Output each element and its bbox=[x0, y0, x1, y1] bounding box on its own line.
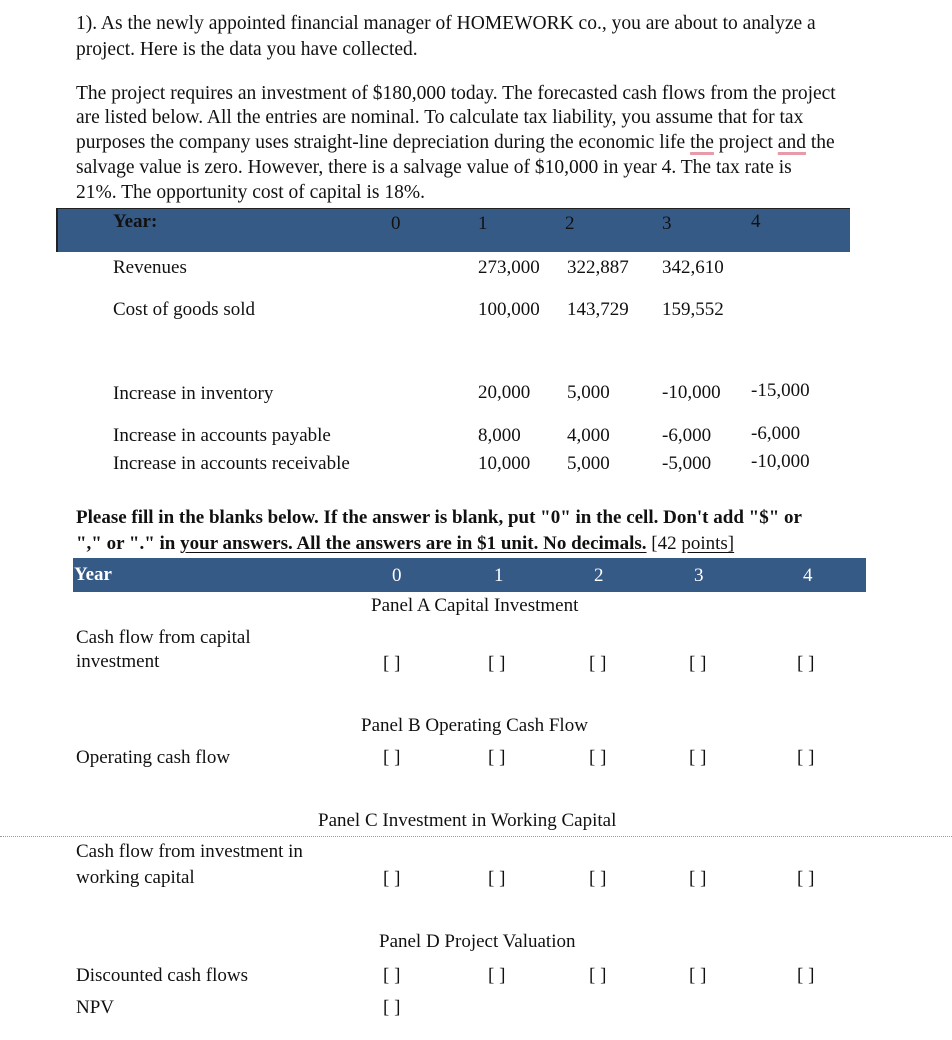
data-table-year-4: 4 bbox=[751, 211, 761, 232]
table-cell: 8,000 bbox=[478, 425, 521, 446]
table-cell: -10,000 bbox=[751, 451, 810, 472]
discounted-blank-year-2[interactable]: [ ] bbox=[589, 965, 607, 986]
question-para-line-4: salvage value is zero. However, there is a salvage value of $10,000 in year 4. The tax rate is bbox=[76, 157, 792, 178]
answer-table-year-2: 2 bbox=[594, 565, 604, 586]
answer-table-header-label: Year bbox=[74, 564, 112, 585]
instructions-line-1: Please fill in the blanks below. If the answer is blank, put "0" in the cell. Don't add "$" or bbox=[76, 507, 802, 528]
question-para-line-1: The project requires an investment of $180,000 today. The forecasted cash flows from the project bbox=[76, 83, 836, 104]
table-cell: 20,000 bbox=[478, 382, 531, 403]
question-para-line-3 bbox=[76, 130, 835, 156]
answer-table-year-0: 0 bbox=[392, 565, 402, 586]
operating-blank-year-2[interactable]: [ ] bbox=[589, 747, 607, 768]
discounted-blank-year-4[interactable]: [ ] bbox=[797, 965, 815, 986]
capital-blank-year-0[interactable]: [ ] bbox=[383, 653, 401, 674]
table-cell: 143,729 bbox=[567, 299, 629, 320]
operating-blank-year-0[interactable]: [ ] bbox=[383, 747, 401, 768]
panel-d-title: Panel D Project Valuation bbox=[379, 931, 576, 952]
table-cell: 342,610 bbox=[662, 257, 724, 278]
table-cell: 5,000 bbox=[567, 382, 610, 403]
answer-table-year-3: 3 bbox=[694, 565, 704, 586]
para-line-3-part-a: purposes the company uses straight-line depreciation during the economic life bbox=[76, 132, 691, 153]
panel-a-title: Panel A Capital Investment bbox=[371, 595, 579, 616]
row-label-increase-in-accounts-payable: Increase in accounts payable bbox=[113, 425, 331, 446]
page-break-divider bbox=[0, 836, 952, 837]
label-working-capital-line-1: Cash flow from investment in bbox=[76, 841, 303, 862]
para-line-3-part-c: the bbox=[805, 132, 835, 153]
table-cell: 273,000 bbox=[478, 257, 540, 278]
table-cell: 159,552 bbox=[662, 299, 724, 320]
table-cell: 10,000 bbox=[478, 453, 531, 474]
table-cell: 322,887 bbox=[567, 257, 629, 278]
operating-blank-year-1[interactable]: [ ] bbox=[488, 747, 506, 768]
data-table-header-bar bbox=[56, 208, 850, 252]
row-label-revenues: Revenues bbox=[113, 257, 187, 278]
instructions-part-d: points] bbox=[681, 533, 735, 554]
row-label-cost-of-goods-sold: Cost of goods sold bbox=[113, 299, 255, 320]
data-table-year-3: 3 bbox=[662, 213, 672, 234]
table-cell: 4,000 bbox=[567, 425, 610, 446]
label-operating-cash-flow: Operating cash flow bbox=[76, 747, 231, 768]
question-para-line-2: are listed below. All the entries are nominal. To calculate tax liability, you assume that for tax bbox=[76, 107, 804, 128]
working-capital-blank-year-3[interactable]: [ ] bbox=[689, 868, 707, 889]
label-cash-flow-capital-line-1: Cash flow from capital bbox=[76, 627, 251, 648]
table-cell: 100,000 bbox=[478, 299, 540, 320]
question-para-line-5: 21%. The opportunity cost of capital is 18%. bbox=[76, 182, 425, 203]
grammar-flag-and: and bbox=[777, 132, 806, 153]
instructions-part-c: [42 bbox=[646, 533, 682, 554]
label-npv: NPV bbox=[76, 997, 115, 1018]
data-table-header-label: Year: bbox=[113, 211, 158, 232]
working-capital-blank-year-2[interactable]: [ ] bbox=[589, 868, 607, 889]
data-table-year-1: 1 bbox=[478, 213, 488, 234]
table-cell: -6,000 bbox=[662, 425, 712, 446]
question-intro-line-2: project. Here is the data you have collected. bbox=[76, 39, 418, 60]
capital-blank-year-1[interactable]: [ ] bbox=[488, 653, 506, 674]
answer-table-header-bar bbox=[73, 558, 866, 592]
question-intro-line-1: 1). As the newly appointed financial manager of HOMEWORK co., you are about to analyze a bbox=[76, 13, 816, 34]
instructions-part-b: your answers. All the answers are in $1 unit. No decimals. bbox=[180, 533, 647, 554]
row-label-increase-in-inventory: Increase in inventory bbox=[113, 383, 274, 404]
working-capital-blank-year-0[interactable]: [ ] bbox=[383, 868, 401, 889]
label-discounted-cash-flows: Discounted cash flows bbox=[76, 965, 249, 986]
instructions-line-2 bbox=[76, 531, 734, 557]
table-cell: -6,000 bbox=[751, 423, 801, 444]
panel-b-title: Panel B Operating Cash Flow bbox=[361, 715, 588, 736]
npv-blank[interactable]: [ ] bbox=[383, 997, 401, 1018]
instructions-part-a: "," or "." in bbox=[76, 533, 181, 554]
discounted-blank-year-0[interactable]: [ ] bbox=[383, 965, 401, 986]
operating-blank-year-4[interactable]: [ ] bbox=[797, 747, 815, 768]
grammar-flag-the: the bbox=[690, 132, 714, 153]
label-cash-flow-capital-line-2: investment bbox=[76, 651, 160, 672]
table-cell: -15,000 bbox=[751, 380, 810, 401]
discounted-blank-year-3[interactable]: [ ] bbox=[689, 965, 707, 986]
panel-c-title: Panel C Investment in Working Capital bbox=[318, 810, 617, 831]
working-capital-blank-year-4[interactable]: [ ] bbox=[797, 868, 815, 889]
table-cell: 5,000 bbox=[567, 453, 610, 474]
data-table-year-0: 0 bbox=[391, 213, 401, 234]
label-working-capital-line-2: working capital bbox=[76, 867, 195, 888]
discounted-blank-year-1[interactable]: [ ] bbox=[488, 965, 506, 986]
table-cell: -5,000 bbox=[662, 453, 712, 474]
answer-table-year-1: 1 bbox=[494, 565, 504, 586]
table-cell: -10,000 bbox=[662, 382, 721, 403]
working-capital-blank-year-1[interactable]: [ ] bbox=[488, 868, 506, 889]
data-table-year-2: 2 bbox=[565, 213, 575, 234]
capital-blank-year-4[interactable]: [ ] bbox=[797, 653, 815, 674]
row-label-increase-in-accounts-receivable: Increase in accounts receivable bbox=[113, 453, 350, 474]
answer-table-year-4: 4 bbox=[803, 565, 813, 586]
capital-blank-year-3[interactable]: [ ] bbox=[689, 653, 707, 674]
capital-blank-year-2[interactable]: [ ] bbox=[589, 653, 607, 674]
para-line-3-part-b: project bbox=[713, 132, 778, 153]
operating-blank-year-3[interactable]: [ ] bbox=[689, 747, 707, 768]
